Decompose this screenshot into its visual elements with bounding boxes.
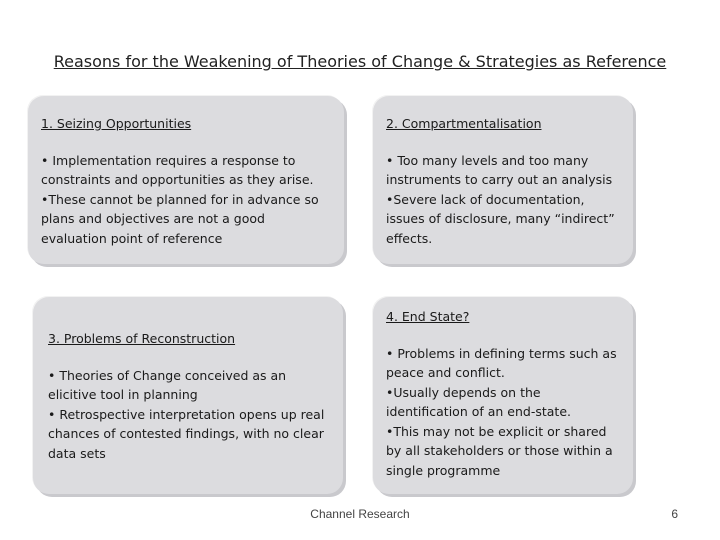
box-body: • Too many levels and too many instruments to carry out an analysis •Severe lack of documentation, issues of disclosure, many “indirect” effects. <box>386 152 615 246</box>
reason-box-compartmentalisation <box>373 96 633 264</box>
slide-title: Reasons for the Weakening of Theories of Change & Strategies as Reference <box>53 52 667 71</box>
reason-box-reconstruction <box>33 297 343 494</box>
reason-box-seizing-opportunities <box>28 96 344 264</box>
box-body: • Theories of Change conceived as an elicitive tool in planning • Retrospective interpretation opens up real chances of contested findings, with no clear data sets <box>48 367 325 461</box>
box-body: • Implementation requires a response to constraints and opportunities as they arise. •These cannot be planned for in advance so plans and objectives are not a good evaluation point of reference <box>41 152 319 246</box>
box-heading: 2. Compartmentalisation <box>386 116 542 131</box>
box-heading: 4. End State? <box>386 309 470 324</box>
footer-text: Channel Research <box>310 507 410 521</box>
box-heading: 1. Seizing Opportunities <box>41 116 192 131</box>
box-body: • Problems in defining terms such as peace and conflict. •Usually depends on the identification of an end-state. •This may not be explicit or shared by all stakeholders or those within a single programme <box>386 345 617 478</box>
box-heading: 3. Problems of Reconstruction <box>48 331 236 346</box>
reason-box-end-state <box>373 297 633 494</box>
page-number: 6 <box>671 507 678 521</box>
